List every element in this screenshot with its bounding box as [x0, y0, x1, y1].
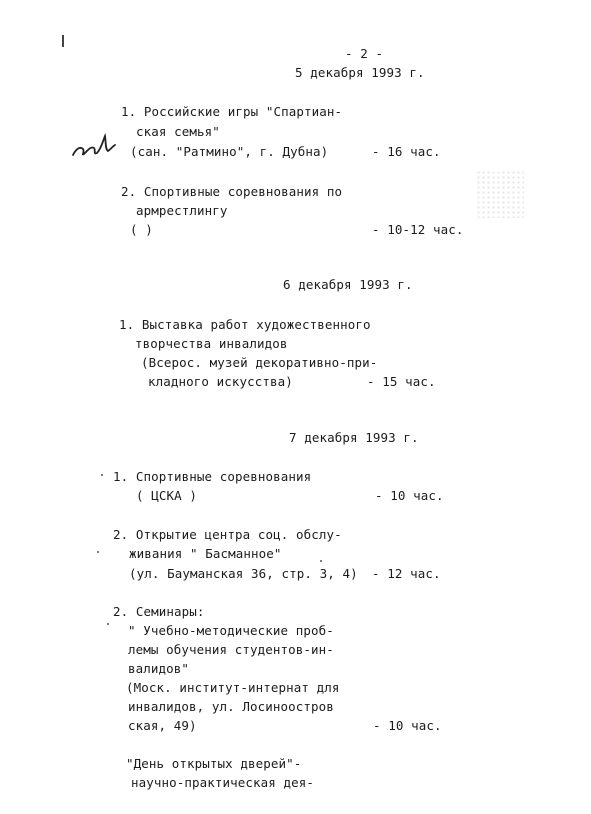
- scan-speck: [101, 474, 103, 476]
- item-time: - 15 час.: [367, 374, 436, 389]
- item-time: - 10 час.: [373, 718, 442, 733]
- date-heading: 7 декабря 1993 г.: [289, 430, 419, 445]
- item-text-line: ская семья": [136, 124, 220, 139]
- item-text-line: "День открытых дверей"-: [126, 756, 302, 771]
- scan-noise: [476, 170, 524, 218]
- date-heading: 6 декабря 1993 г.: [283, 277, 413, 292]
- item-text-line: армрестлингу: [136, 203, 228, 218]
- item-text-line: ( ): [130, 222, 153, 237]
- item-text-line: (Всерос. музей декоративно-при-: [141, 355, 378, 370]
- item-text-line: живания " Басманное": [129, 546, 282, 561]
- item-text-line: 2. Семинары:: [113, 604, 205, 619]
- item-text-line: валидов": [128, 661, 190, 676]
- item-text-line: (ул. Бауманская 36, стр. 3, 4): [129, 566, 358, 581]
- item-text-line: лемы обучения студентов-ин-: [128, 642, 334, 657]
- item-time: - 12 час.: [372, 566, 441, 581]
- item-text-line: ( ЦСКА ): [136, 488, 198, 503]
- item-time: - 16 час.: [372, 144, 441, 159]
- item-text-line: " Учебно-методические проб-: [128, 623, 334, 638]
- scan-speck: [320, 560, 322, 562]
- scan-speck: [107, 623, 109, 625]
- item-text-line: 1. Российские игры "Спартиан-: [121, 104, 343, 119]
- item-text-line: научно-практическая дея-: [131, 775, 315, 790]
- item-text-line: ская, 49): [128, 718, 197, 733]
- page-number: - 2 -: [345, 46, 384, 61]
- item-text-line: творчества инвалидов: [135, 336, 288, 351]
- item-text-line: 1. Выставка работ художественного: [119, 317, 371, 332]
- handwritten-mark: [70, 129, 118, 161]
- item-time: - 10-12 час.: [372, 222, 464, 237]
- item-text-line: 1. Спортивные соревнования: [113, 469, 312, 484]
- item-text-line: 2. Открытие центра соц. обслу-: [113, 527, 342, 542]
- item-text-line: (Моск. институт-интернат для: [126, 680, 340, 695]
- date-heading: 5 декабря 1993 г.: [295, 65, 425, 80]
- item-text-line: (сан. "Ратмино", г. Дубна): [130, 144, 329, 159]
- item-text-line: 2. Спортивные соревнования по: [121, 184, 343, 199]
- scan-speck: [97, 551, 99, 553]
- item-text-line: инвалидов, ул. Лосиноостров: [128, 699, 334, 714]
- item-time: - 10 час.: [375, 488, 444, 503]
- item-text-line: кладного искусства): [148, 374, 293, 389]
- margin-mark: [62, 35, 64, 47]
